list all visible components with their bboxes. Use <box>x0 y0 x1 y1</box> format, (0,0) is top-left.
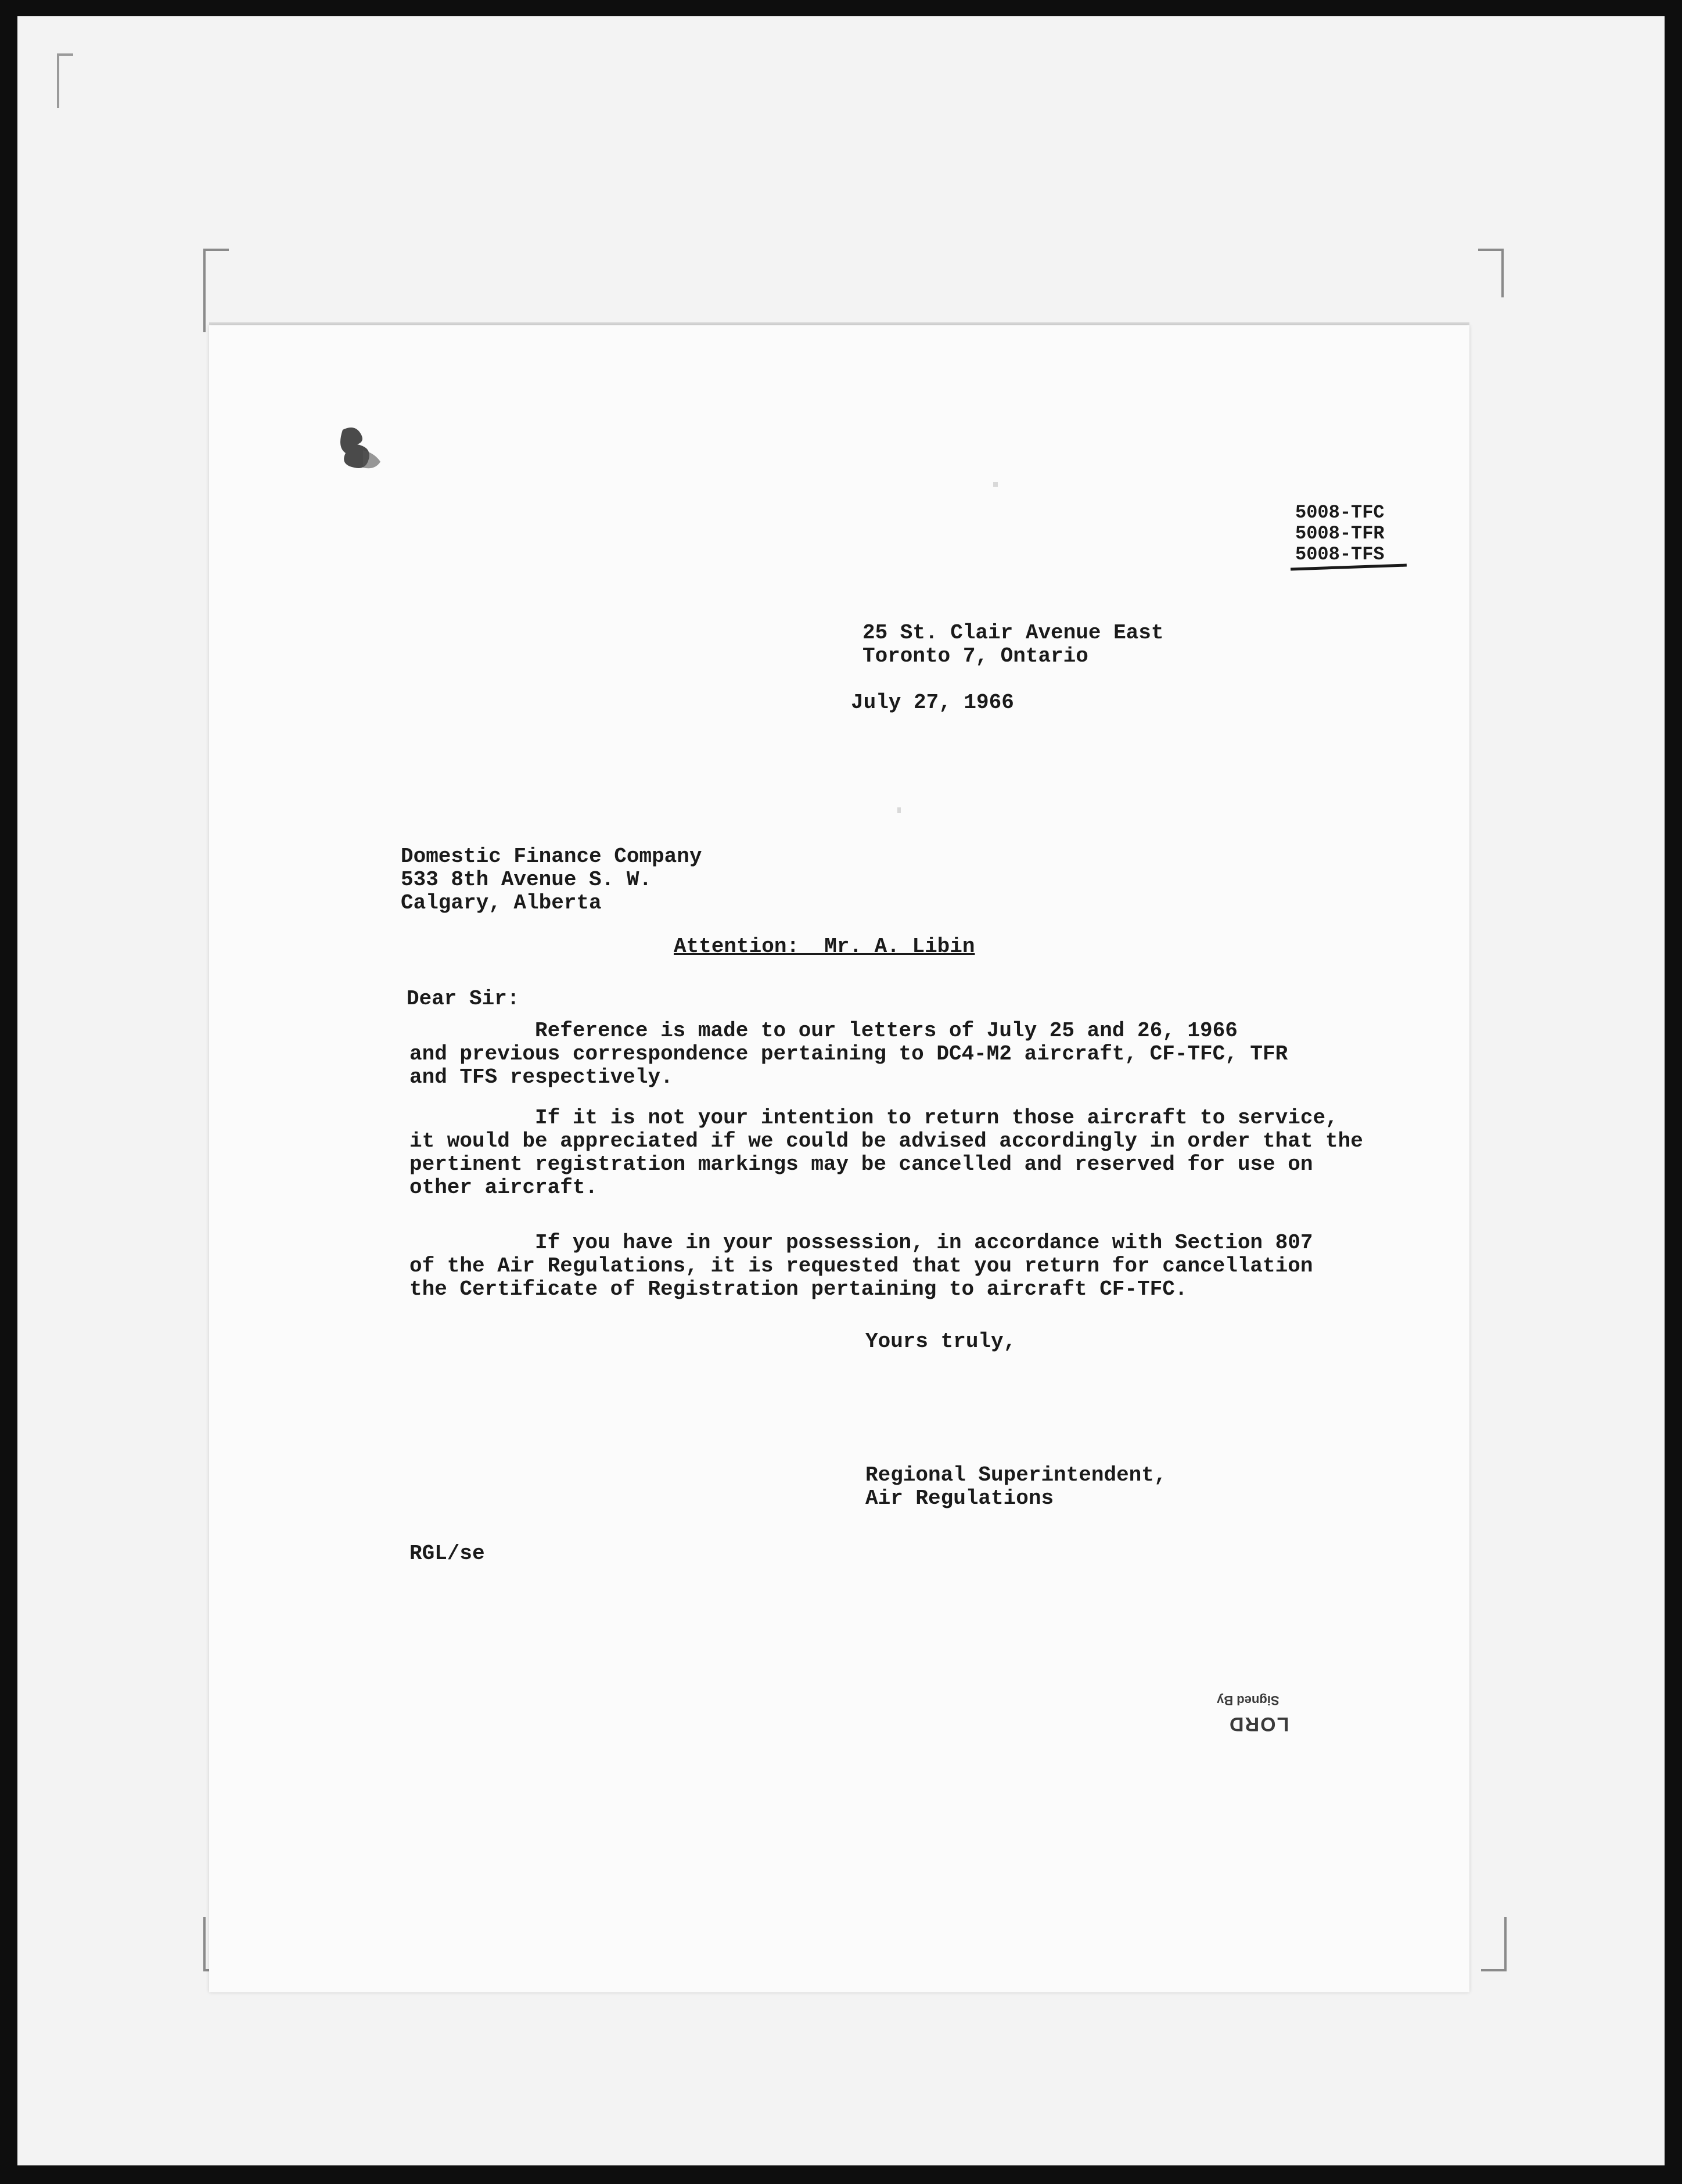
body-paragraph-2: If it is not your intention to return those aircraft to service, it would be appreciated if we could be advised accordingly in order that pertinent registration markings may be cancelled and reserved for use on other aircraft. <box>409 1106 1338 1199</box>
body-paragraph-3: If you have in your possession, in accordance with Section 807 of the Air Regulations, it is requested that you return for cancellation the Certificate of Registration pertaining to aircraft CF-TFC. <box>409 1231 1313 1301</box>
complimentary-close: Yours truly, <box>865 1330 1016 1353</box>
recipient-line-2: 533 8th Avenue S. W. <box>401 868 652 892</box>
crop-mark-bottom-right <box>1481 1917 1507 1971</box>
scan-border-bottom <box>0 2165 1682 2184</box>
return-address-line-2: Toronto 7, Ontario <box>862 644 1088 668</box>
ink-blot <box>331 418 395 482</box>
file-ref-3: 5008-TFS <box>1295 544 1385 565</box>
file-references <box>1295 502 1385 565</box>
return-address-line-1: 25 St. Clair Avenue East <box>862 621 1164 645</box>
letter-date: July 27, 1966 <box>851 691 1014 714</box>
reference-initials: RGL/se <box>409 1542 485 1565</box>
scan-border-top <box>0 0 1682 16</box>
speck <box>897 807 901 813</box>
signature-title-line-1: Regional Superintendent, <box>865 1463 1167 1487</box>
crop-mark-top-left <box>203 249 229 332</box>
salutation: Dear Sir: <box>407 987 520 1011</box>
stamp-line-2: LORD <box>1228 1713 1289 1735</box>
speck <box>993 482 998 487</box>
page-corner-mark <box>57 53 73 108</box>
signature-title-line-2: Air Regulations <box>865 1486 1054 1510</box>
recipient-line-3: Calgary, Alberta <box>401 891 602 915</box>
signature-block <box>865 1464 1166 1510</box>
crop-mark-top-right <box>1478 249 1504 297</box>
file-ref-1: 5008-TFC <box>1295 502 1385 523</box>
signed-by-stamp <box>1176 1690 1304 1743</box>
scan-border-right <box>1665 0 1682 2184</box>
recipient-line-1: Domestic Finance Company <box>401 845 702 868</box>
scan-border-left <box>0 0 17 2184</box>
return-address <box>862 622 1163 668</box>
file-ref-2: 5008-TFR <box>1295 523 1385 544</box>
attention-line: Attention: Mr. A. Libin <box>674 935 975 958</box>
stamp-line-1: Signed By <box>1217 1693 1280 1708</box>
body-paragraph-1: Reference is made to our letters of July 25 and 26, 1966 and previous correspondence pertaining to DC4-M2 aircraft, CF-TFC, TFR and TFS respectively. <box>409 1019 1288 1089</box>
recipient-address <box>401 845 702 915</box>
